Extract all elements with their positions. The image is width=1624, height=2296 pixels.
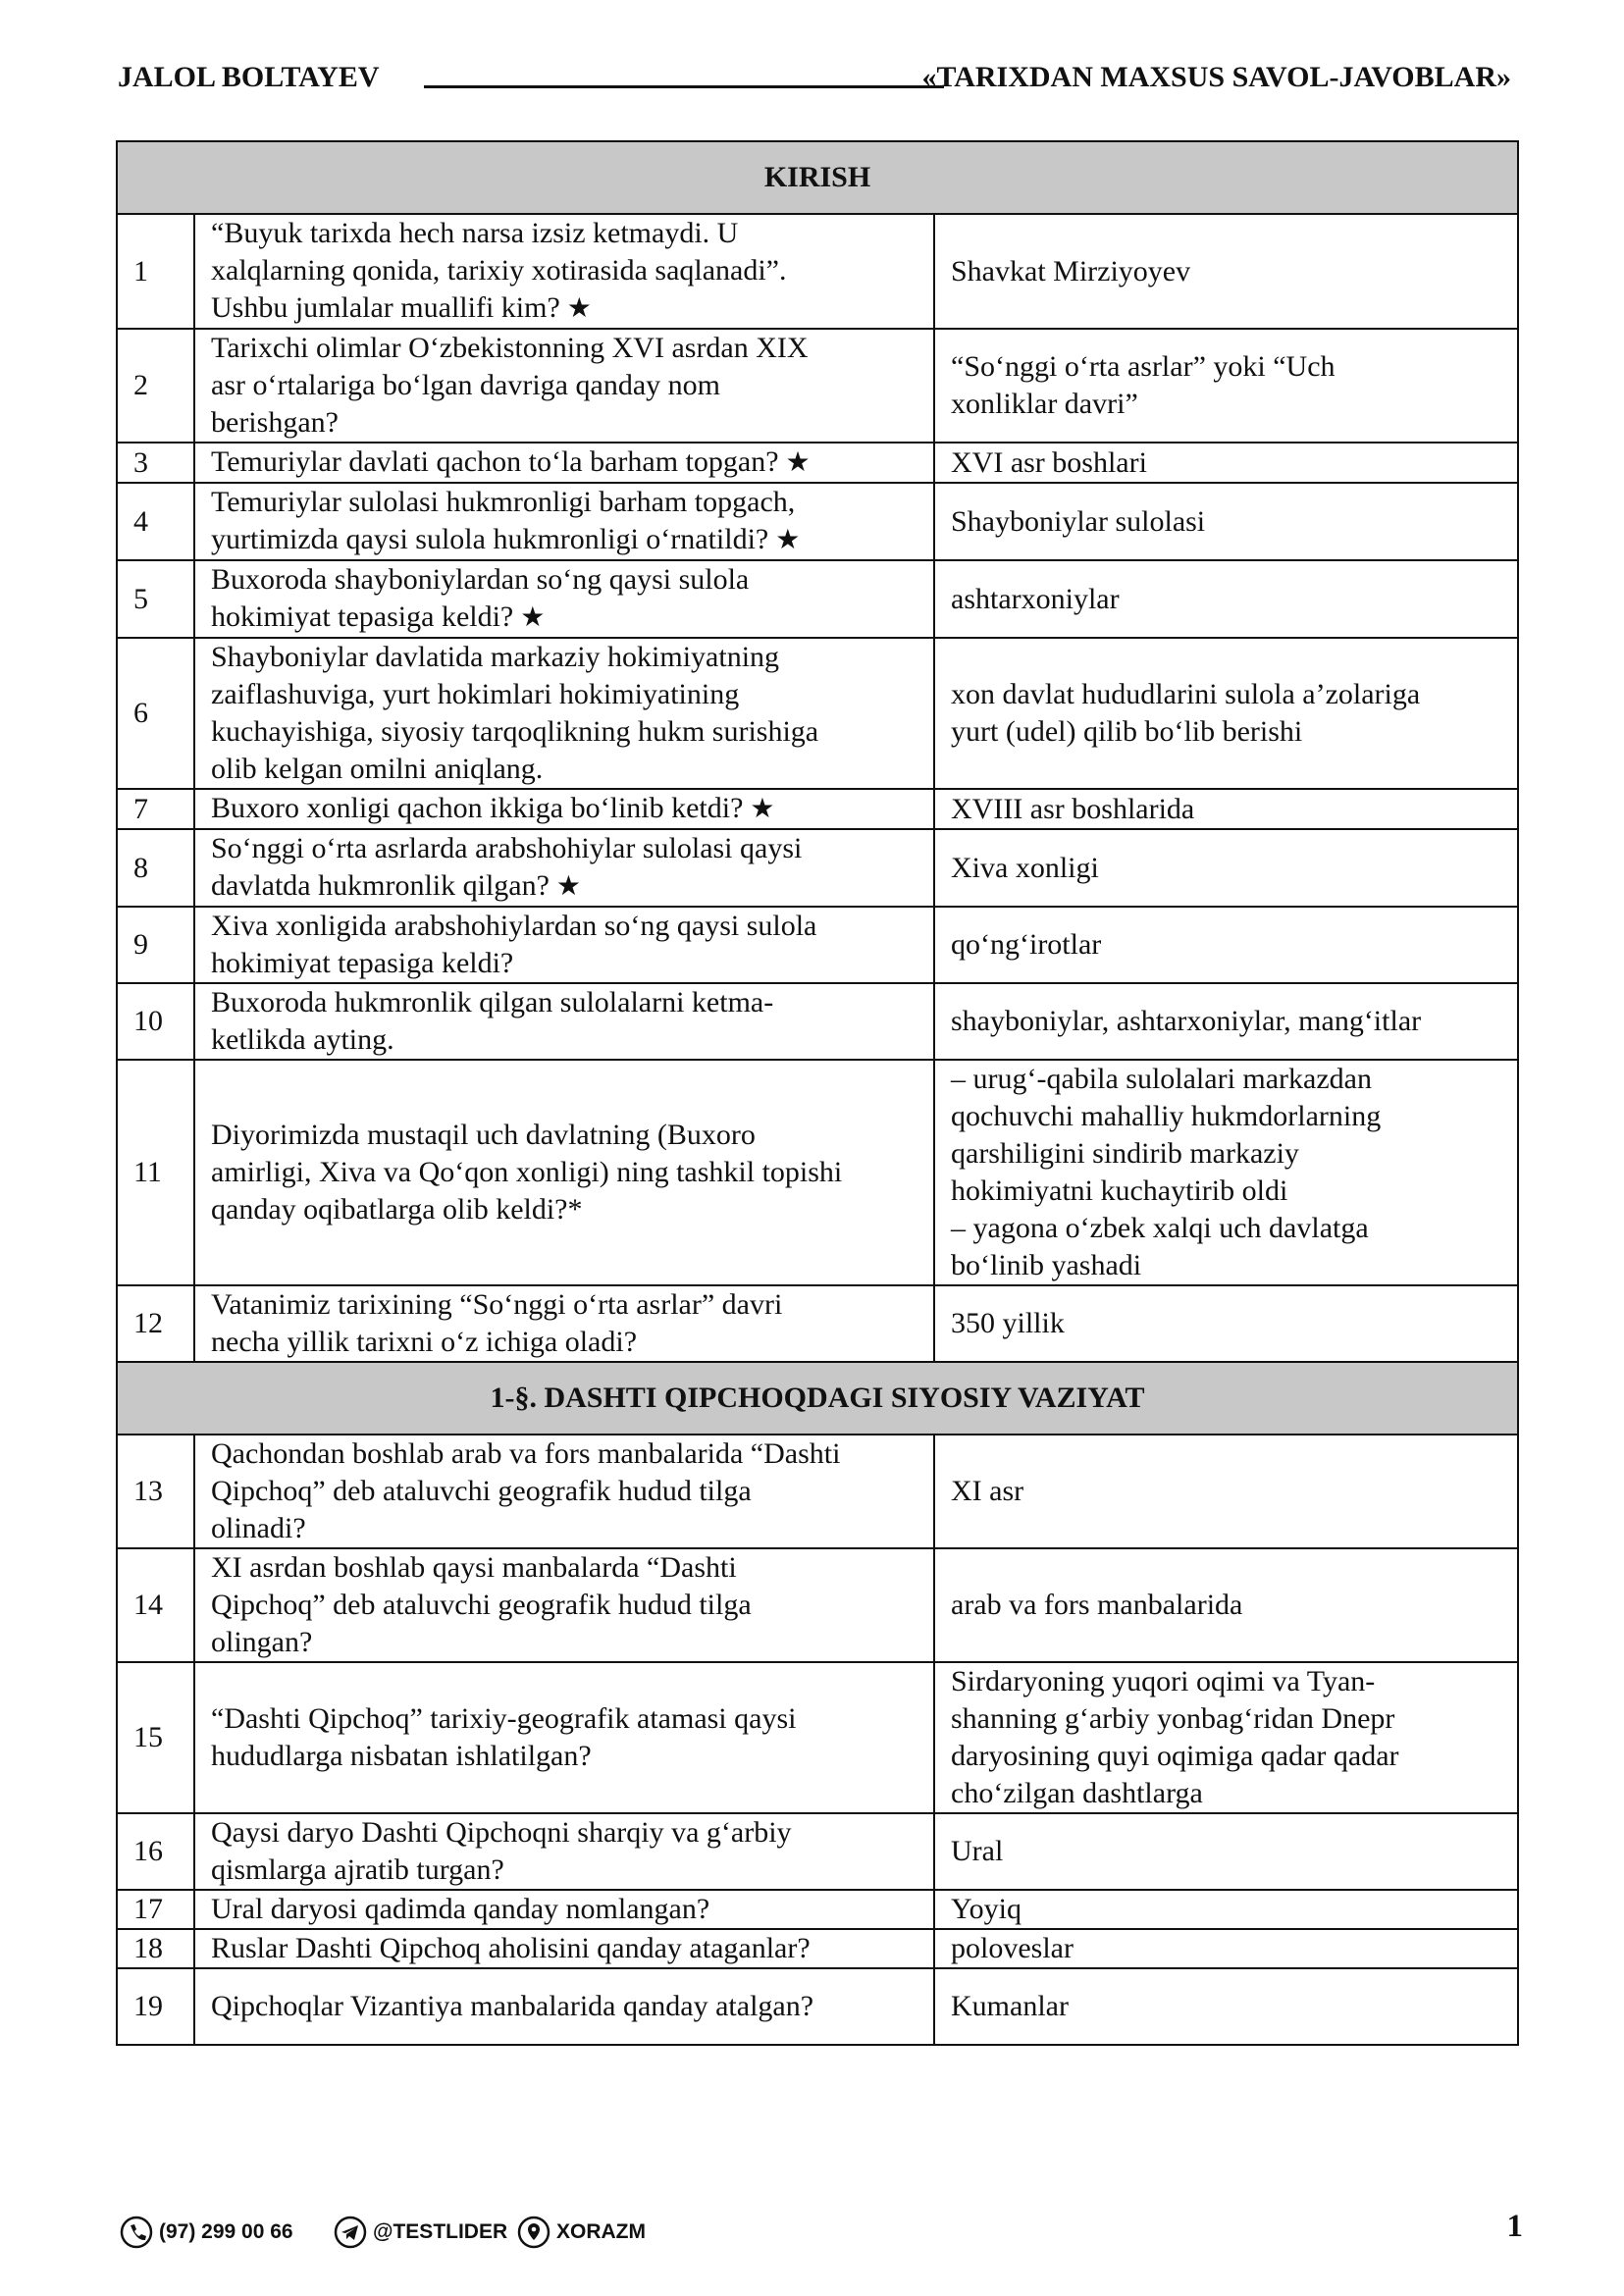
table-row — [117, 1285, 1518, 1362]
question-text-line: olingan? — [211, 1626, 313, 1658]
answer-text-line: – urug‘-qabila sulolalari markazdan — [951, 1063, 1372, 1095]
question-cell — [194, 1285, 934, 1362]
author-name: JALOL BOLTAYEV — [118, 61, 380, 93]
answer-text-line: bo‘linib yashadi — [951, 1249, 1142, 1281]
table-row — [117, 1929, 1518, 1968]
answer-text-line: Yoyiq — [951, 1893, 1022, 1925]
table-row — [117, 483, 1518, 560]
answer-cell — [934, 214, 1518, 329]
question-number: 3 — [117, 443, 194, 483]
table-row — [117, 983, 1518, 1060]
answer-text-line: – yagona o‘zbek xalqi uch davlatga — [951, 1212, 1369, 1244]
star-icon: ★ — [559, 293, 592, 324]
question-text-line: Qipchoq” deb ataluvchi geografik hudud tilga — [211, 1589, 752, 1621]
question-text-line: olinadi? — [211, 1512, 306, 1544]
question-number: 9 — [117, 907, 194, 983]
table-row — [117, 560, 1518, 638]
question-text-line: Buxoroda shayboniylardan so‘ng qaysi sulola — [211, 563, 750, 596]
table-row — [117, 1968, 1518, 2045]
page-number: 1 — [1506, 2209, 1523, 2244]
phone-number: (97) 299 00 66 — [159, 2220, 293, 2243]
question-number: 5 — [117, 560, 194, 638]
answer-cell — [934, 1435, 1518, 1548]
answer-text-line: arab va fors manbalarida — [951, 1589, 1243, 1621]
question-text-line: Qaysi daryo Dashti Qipchoqni sharqiy va g‘arbiy — [211, 1816, 792, 1849]
section-header — [117, 1362, 1518, 1435]
answer-text-line: Sirdaryoning yuqori oqimi va Tyan- — [951, 1665, 1376, 1697]
answer-text-line: XVI asr boshlari — [951, 445, 1147, 479]
answer-text-line: ashtarxoniylar — [951, 582, 1120, 615]
answer-text-line: daryosining quyi oqimiga qadar qadar — [951, 1740, 1399, 1772]
question-text-line: hokimiyat tepasiga keldi? — [211, 947, 514, 979]
answer-text-line: hokimiyatni kuchaytirib oldi — [951, 1174, 1288, 1207]
answer-text-line: “So‘nggi o‘rta asrlar” yoki “Uch — [951, 350, 1336, 383]
footer-telegram — [334, 2213, 507, 2252]
question-text-line: Ushbu jumlalar muallifi kim? — [211, 291, 560, 324]
answer-cell — [934, 1813, 1518, 1890]
question-text-line: Qipchoq” deb ataluvchi geografik hudud tilga — [211, 1475, 752, 1507]
question-cell — [194, 1435, 934, 1548]
star-icon: ★ — [513, 602, 546, 633]
page-footer — [120, 2209, 1523, 2252]
question-cell — [194, 443, 934, 483]
answer-text-line: XI asr — [951, 1475, 1024, 1507]
table-row — [117, 1890, 1518, 1929]
answer-text-line: qarshiligini sindirib markaziy — [951, 1137, 1299, 1170]
question-text-line: Ural daryosi qadimda qanday nomlangan? — [211, 1893, 710, 1925]
question-text-line: Buxoro xonligi qachon ikkiga bo‘linib ketdi? — [211, 792, 744, 824]
question-cell — [194, 829, 934, 907]
question-text-line: xalqlarning qonida, tarixiy xotirasida saqlanadi”. — [211, 254, 787, 287]
question-cell — [194, 1890, 934, 1929]
table-row — [117, 214, 1518, 329]
section-header — [117, 141, 1518, 214]
question-text-line: yurtimizda qaysi sulola hukmronligi o‘rnatildi? — [211, 523, 769, 555]
question-text-line: Tarixchi olimlar O‘zbekistonning XVI asrdan XIX — [211, 332, 809, 364]
answer-text-line: Shavkat Mirziyoyev — [951, 254, 1191, 287]
answer-text-line: Shayboniylar sulolasi — [951, 504, 1206, 538]
question-cell — [194, 1548, 934, 1662]
question-number: 1 — [117, 214, 194, 329]
question-cell — [194, 638, 934, 789]
answer-cell — [934, 983, 1518, 1060]
question-number: 12 — [117, 1285, 194, 1362]
answer-cell — [934, 329, 1518, 443]
table-row — [117, 1813, 1518, 1890]
answer-cell — [934, 1060, 1518, 1285]
question-text-line: Temuriylar davlati qachon to‘la barham topgan? — [211, 445, 779, 478]
question-cell — [194, 1813, 934, 1890]
footer-phone — [120, 2213, 293, 2252]
question-text-line: Ruslar Dashti Qipchoq aholisini qanday ataganlar? — [211, 1932, 811, 1964]
page-header — [118, 61, 1511, 100]
table-row — [117, 1548, 1518, 1662]
phone-icon — [120, 2216, 153, 2249]
question-number: 14 — [117, 1548, 194, 1662]
question-cell — [194, 1929, 934, 1968]
qa-table — [116, 140, 1519, 2046]
question-number: 11 — [117, 1060, 194, 1285]
answer-text-line: XVIII asr boshlarida — [951, 792, 1195, 825]
question-text-line: berishgan? — [211, 406, 339, 439]
question-number: 4 — [117, 483, 194, 560]
answer-text-line: 350 yillik — [951, 1307, 1065, 1339]
question-text-line: Xiva xonligida arabshohiylardan so‘ng qaysi sulola — [211, 910, 817, 942]
question-text-line: Buxoroda hukmronlik qilgan sulolalarni ketma- — [211, 986, 774, 1018]
star-icon: ★ — [549, 871, 582, 902]
question-number: 10 — [117, 983, 194, 1060]
question-text-line: hududlarga nisbatan ishlatilgan? — [211, 1740, 592, 1772]
header-rule — [424, 85, 944, 88]
question-text-line: qanday oqibatlarga olib keldi?* — [211, 1193, 583, 1226]
question-number: 19 — [117, 1968, 194, 2045]
answer-cell — [934, 907, 1518, 983]
location-pin-icon — [517, 2216, 550, 2249]
question-number: 15 — [117, 1662, 194, 1813]
question-number: 2 — [117, 329, 194, 443]
question-number: 6 — [117, 638, 194, 789]
question-cell — [194, 1662, 934, 1813]
question-number: 7 — [117, 789, 194, 829]
answer-cell — [934, 443, 1518, 483]
answer-cell — [934, 483, 1518, 560]
table-row — [117, 829, 1518, 907]
star-icon: ★ — [778, 447, 811, 478]
table-row — [117, 789, 1518, 829]
footer-location — [517, 2213, 646, 2252]
question-number: 16 — [117, 1813, 194, 1890]
question-text-line: “Buyuk tarixda hech narsa izsiz ketmaydi. U — [211, 217, 739, 249]
question-text-line: Qachondan boshlab arab va fors manbalarida “Dashti — [211, 1437, 841, 1470]
question-cell — [194, 214, 934, 329]
question-text-line: asr o‘rtalariga bo‘lgan davriga qanday nom — [211, 369, 720, 401]
table-row — [117, 1662, 1518, 1813]
answer-cell — [934, 1548, 1518, 1662]
question-cell — [194, 560, 934, 638]
answer-cell — [934, 560, 1518, 638]
question-text-line: hokimiyat tepasiga keldi? — [211, 600, 514, 633]
answer-text-line: yurt (udel) qilib bo‘lib berishi — [951, 715, 1303, 748]
question-text-line: zaiflashuviga, yurt hokimlari hokimiyatining — [211, 678, 740, 710]
question-text-line: “Dashti Qipchoq” tarixiy-geografik atamasi qaysi — [211, 1702, 797, 1735]
question-text-line: qismlarga ajratib turgan? — [211, 1853, 504, 1886]
question-text-line: Shayboniylar davlatida markaziy hokimiyatning — [211, 641, 780, 673]
answer-cell — [934, 789, 1518, 829]
star-icon: ★ — [743, 794, 775, 824]
table-row — [117, 443, 1518, 483]
question-number: 8 — [117, 829, 194, 907]
question-cell — [194, 1060, 934, 1285]
question-text-line: davlatda hukmronlik qilgan? — [211, 869, 550, 902]
answer-text-line: Kumanlar — [951, 1990, 1069, 2022]
section-title: KIRISH — [117, 141, 1518, 214]
question-text-line: olib kelgan omilni aniqlang. — [211, 753, 544, 785]
question-cell — [194, 483, 934, 560]
telegram-icon — [334, 2216, 367, 2249]
star-icon: ★ — [768, 525, 801, 555]
answer-text-line: cho‘zilgan dashtlarga — [951, 1777, 1203, 1809]
answer-text-line: shanning g‘arbiy yonbag‘ridan Dnepr — [951, 1702, 1395, 1735]
answer-cell — [934, 829, 1518, 907]
answer-cell — [934, 1968, 1518, 2045]
telegram-handle: @TESTLIDER — [373, 2220, 508, 2243]
question-text-line: So‘nggi o‘rta asrlarda arabshohiylar sulolasi qaysi — [211, 832, 803, 864]
question-text-line: ketlikda ayting. — [211, 1023, 394, 1056]
question-number: 13 — [117, 1435, 194, 1548]
answer-text-line: qochuvchi mahalliy hukmdorlarning — [951, 1100, 1382, 1132]
question-number: 17 — [117, 1890, 194, 1929]
book-title: «TARIXDAN MAXSUS SAVOL-JAVOBLAR» — [921, 61, 1511, 93]
answer-cell — [934, 1890, 1518, 1929]
question-cell — [194, 983, 934, 1060]
section-title: 1-§. DASHTI QIPCHOQDAGI SIYOSIY VAZIYAT — [117, 1362, 1518, 1435]
table-row — [117, 638, 1518, 789]
question-cell — [194, 789, 934, 829]
answer-cell — [934, 638, 1518, 789]
table-row — [117, 1060, 1518, 1285]
answer-text-line: poloveslar — [951, 1932, 1074, 1964]
answer-cell — [934, 1662, 1518, 1813]
answer-text-line: shayboniylar, ashtarxoniylar, mang‘itlar — [951, 1005, 1422, 1037]
answer-cell — [934, 1285, 1518, 1362]
table-row — [117, 329, 1518, 443]
question-number: 18 — [117, 1929, 194, 1968]
question-text-line: amirligi, Xiva va Qo‘qon xonligi) ning tashkil topishi — [211, 1156, 843, 1188]
question-cell — [194, 1968, 934, 2045]
answer-text-line: qo‘ng‘irotlar — [951, 928, 1102, 961]
question-text-line: XI asrdan boshlab qaysi manbalarda “Dashti — [211, 1551, 737, 1584]
answer-text-line: xon davlat hududlarini sulola a’zolariga — [951, 678, 1421, 710]
question-text-line: Vatanimiz tarixining “So‘nggi o‘rta asrlar” davri — [211, 1288, 783, 1321]
question-cell — [194, 907, 934, 983]
answer-text-line: Xiva xonligi — [951, 851, 1099, 884]
question-text-line: Qipchoqlar Vizantiya manbalarida qanday atalgan? — [211, 1990, 814, 2022]
question-text-line: necha yillik tarixni o‘z ichiga oladi? — [211, 1326, 638, 1358]
question-text-line: Diyorimizda mustaqil uch davlatning (Buxoro — [211, 1119, 756, 1151]
answer-cell — [934, 1929, 1518, 1968]
location-name: XORAZM — [556, 2220, 646, 2243]
answer-text-line: xonliklar davri” — [951, 388, 1138, 420]
question-text-line: Temuriylar sulolasi hukmronligi barham topgach, — [211, 486, 796, 518]
answer-text-line: Ural — [951, 1835, 1004, 1867]
table-row — [117, 1435, 1518, 1548]
question-text-line: kuchayishiga, siyosiy tarqoqlikning hukm surishiga — [211, 715, 819, 748]
table-row — [117, 907, 1518, 983]
question-cell — [194, 329, 934, 443]
